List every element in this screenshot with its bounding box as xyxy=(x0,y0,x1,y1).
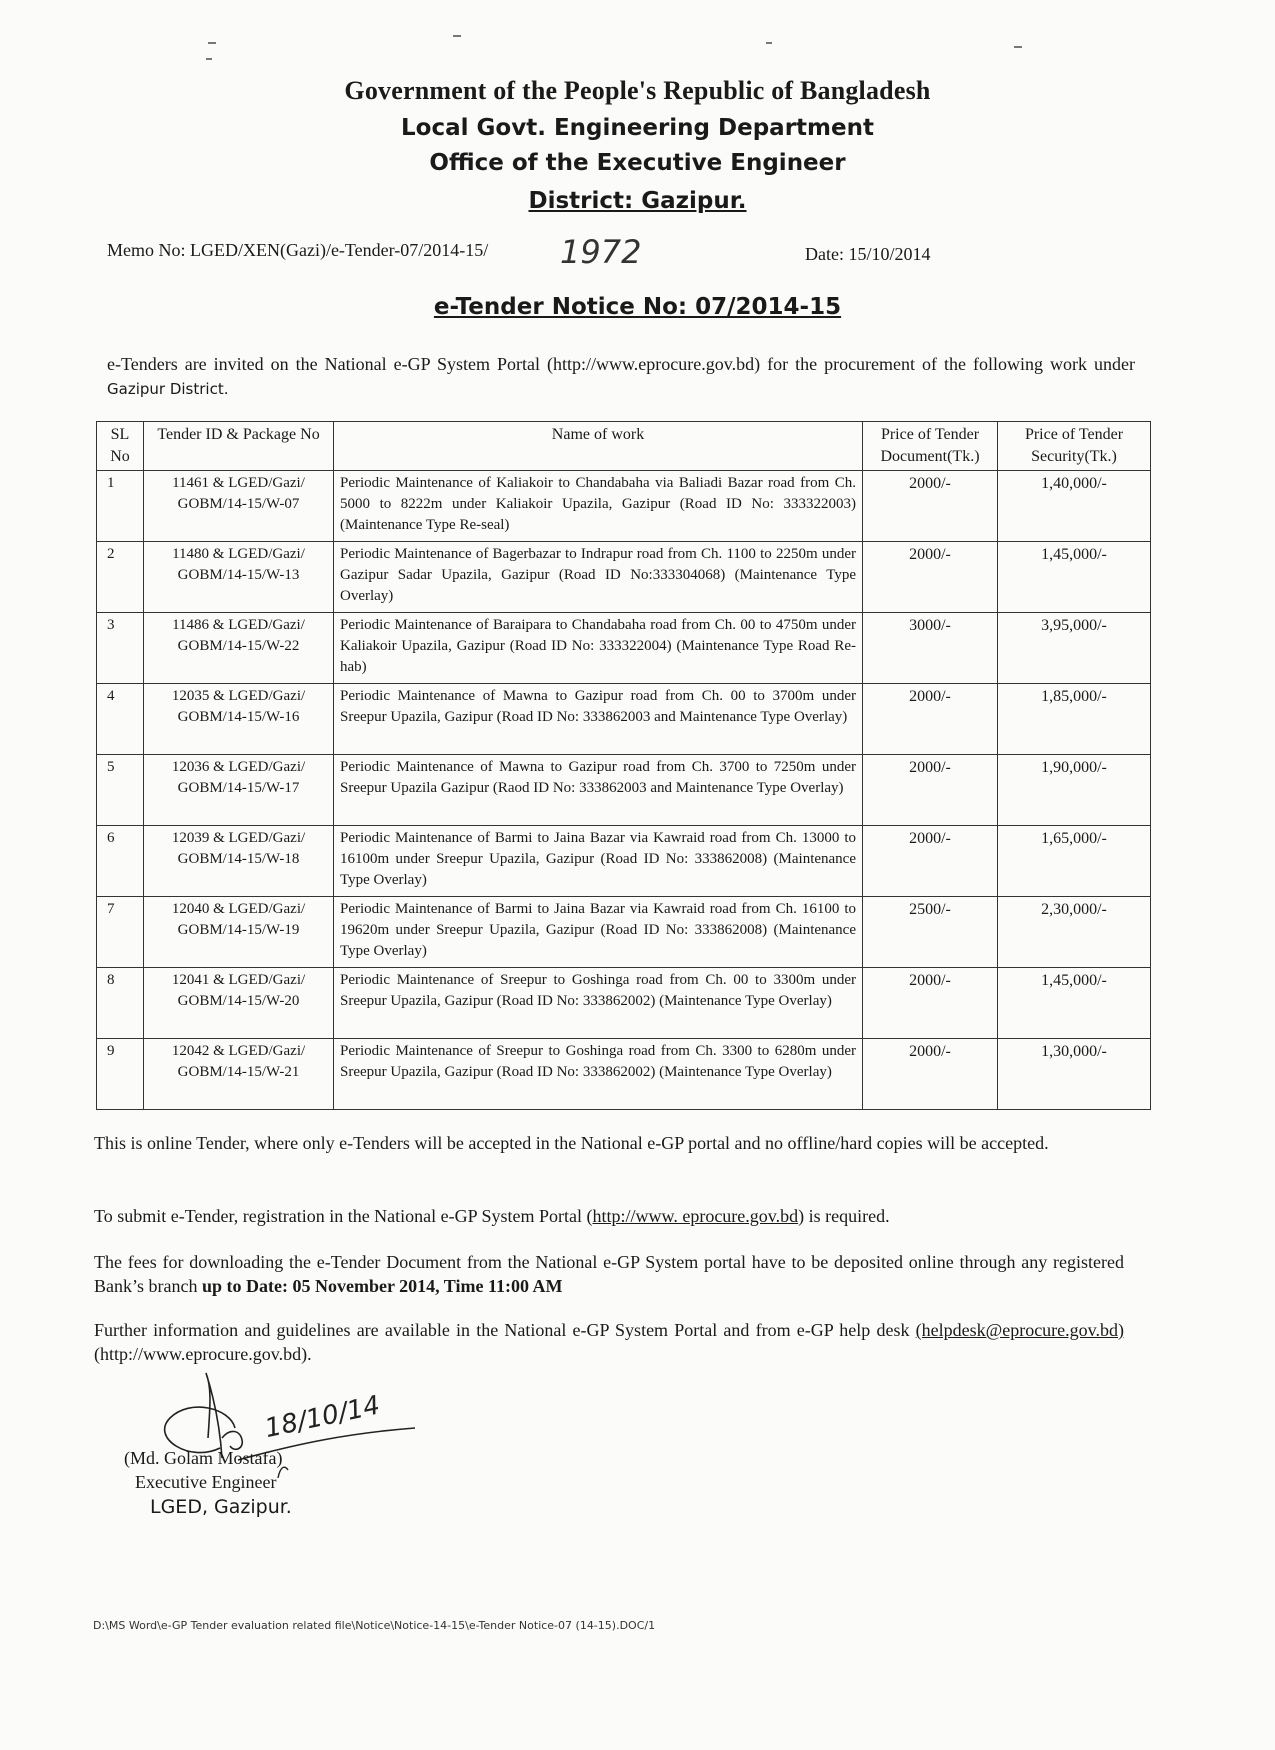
row-security-price: 1,65,000/- xyxy=(998,826,1151,897)
scan-speck xyxy=(1014,46,1022,48)
fees-text: The fees for downloading the e-Tender Document from the National e-GP System portal have to be deposited online through any registered Bank’s branch xyxy=(94,1252,1124,1296)
registration-paragraph xyxy=(94,1204,1124,1228)
row-tender-id: 12039 & LGED/Gazi/ GOBM/14-15/W-18 xyxy=(144,826,334,897)
memo-handwritten-number: 1972 xyxy=(560,233,642,271)
row-security-price: 1,30,000/- xyxy=(998,1039,1151,1110)
header-office: Office of the Executive Engineer xyxy=(429,150,846,176)
row-sl: 5 xyxy=(97,755,144,826)
tender-table xyxy=(96,421,1151,1110)
row-tender-id: 12042 & LGED/Gazi/ GOBM/14-15/W-21 xyxy=(144,1039,334,1110)
row-name-of-work: Periodic Maintenance of Sreepur to Goshinga road from Ch. 00 to 3300m under Sreepur Upazila, Gazipur (Road ID No: 333862002) (Maintenance Type Overlay) xyxy=(334,968,863,1039)
header-district xyxy=(0,188,1275,214)
row-tender-id: 12041 & LGED/Gazi/ GOBM/14-15/W-20 xyxy=(144,968,334,1039)
row-name-of-work: Periodic Maintenance of Barmi to Jaina Bazar via Kawraid road from Ch. 13000 to 16100m under Sreepur Upazila, Gazipur (Road ID No: 333862008) (Maintenance Type Overlay) xyxy=(334,826,863,897)
row-security-price: 1,85,000/- xyxy=(998,684,1151,755)
notice-title xyxy=(0,294,1275,320)
header-name-of-work: Name of work xyxy=(334,422,863,471)
row-sl: 4 xyxy=(97,684,144,755)
row-tender-id: 11480 & LGED/Gazi/ GOBM/14-15/W-13 xyxy=(144,542,334,613)
row-doc-price: 2500/- xyxy=(863,897,998,968)
scan-speck xyxy=(206,58,212,60)
row-name-of-work: Periodic Maintenance of Sreepur to Goshinga road from Ch. 3300 to 6280m under Sreepur Upazila, Gazipur (Road ID No: 333862002) (Maintenance Type Overlay) xyxy=(334,1039,863,1110)
intro-paragraph xyxy=(107,352,1135,401)
registration-text: To submit e-Tender, registration in the National e-GP System Portal ( xyxy=(94,1206,593,1226)
row-doc-price: 2000/- xyxy=(863,471,998,542)
intro-district: Gazipur District. xyxy=(107,380,229,398)
row-security-price: 1,45,000/- xyxy=(998,968,1151,1039)
table-row xyxy=(97,542,1151,613)
row-security-price: 1,45,000/- xyxy=(998,542,1151,613)
table-row xyxy=(97,897,1151,968)
table-header-row xyxy=(97,422,1151,471)
header-security-price: Price of Tender Security(Tk.) xyxy=(998,422,1151,471)
table-row xyxy=(97,826,1151,897)
row-sl: 2 xyxy=(97,542,144,613)
row-sl: 9 xyxy=(97,1039,144,1110)
table-row xyxy=(97,1039,1151,1110)
table-row xyxy=(97,684,1151,755)
district-label: District: Gazipur. xyxy=(528,188,747,214)
row-security-price: 1,40,000/- xyxy=(998,471,1151,542)
memo-number: Memo No: LGED/XEN(Gazi)/e-Tender-07/2014-15/ xyxy=(107,240,489,260)
row-name-of-work: Periodic Maintenance of Bagerbazar to Indrapur road from Ch. 1100 to 2250m under Gazipur Sadar Upazila, Gazipur (Road ID No:333304068) (Maintenance Type Overlay) xyxy=(334,542,863,613)
row-tender-id: 11486 & LGED/Gazi/ GOBM/14-15/W-22 xyxy=(144,613,334,684)
row-sl: 8 xyxy=(97,968,144,1039)
footer-file-path: D:\MS Word\e-GP Tender evaluation related file\Notice\Notice-14-15\e-Tender Notice-07 (14-15).DOC/1 xyxy=(93,1619,656,1632)
row-security-price: 3,95,000/- xyxy=(998,613,1151,684)
online-tender-paragraph: This is online Tender, where only e-Tenders will be accepted in the National e-GP portal and no offline/hard copies will be accepted. xyxy=(94,1133,1049,1153)
row-doc-price: 2000/- xyxy=(863,684,998,755)
row-sl: 6 xyxy=(97,826,144,897)
deadline-text: up to Date: 05 November 2014, Time 11:00 AM xyxy=(201,1276,563,1296)
row-doc-price: 2000/- xyxy=(863,542,998,613)
row-security-price: 2,30,000/- xyxy=(998,897,1151,968)
fees-paragraph xyxy=(94,1250,1124,1298)
row-name-of-work: Periodic Maintenance of Mawna to Gazipur road from Ch. 3700 to 7250m under Sreepur Upazila Gazipur (Raod ID No: 333862003 and Maintenance Type Overlay) xyxy=(334,755,863,826)
row-doc-price: 3000/- xyxy=(863,613,998,684)
row-doc-price: 2000/- xyxy=(863,826,998,897)
row-security-price: 1,90,000/- xyxy=(998,755,1151,826)
signature-date: 18/10/14 xyxy=(262,1390,383,1445)
signatory-name: (Md. Golam Mostafa) xyxy=(124,1448,283,1468)
row-tender-id: 11461 & LGED/Gazi/ GOBM/14-15/W-07 xyxy=(144,471,334,542)
helpdesk-url: (http://www.eprocure.gov.bd). xyxy=(94,1344,312,1364)
scan-speck xyxy=(766,42,772,44)
table-row xyxy=(97,471,1151,542)
table-row xyxy=(97,968,1151,1039)
row-sl: 7 xyxy=(97,897,144,968)
row-name-of-work: Periodic Maintenance of Kaliakoir to Chandabaha via Baliadi Bazar road from Ch. 5000 to 8222m under Kaliakoir Upazila, Gazipur (Road ID No: 333322003) (Maintenance Type Re-seal) xyxy=(334,471,863,542)
row-sl: 3 xyxy=(97,613,144,684)
helpdesk-paragraph xyxy=(94,1318,1124,1366)
memo-date: Date: 15/10/2014 xyxy=(805,244,931,264)
registration-text-end: ) is required. xyxy=(798,1206,890,1226)
signatory-title: Executive Engineer xyxy=(135,1472,277,1492)
row-doc-price: 2000/- xyxy=(863,755,998,826)
row-sl: 1 xyxy=(97,471,144,542)
header-sl: SL No xyxy=(97,422,144,471)
row-tender-id: 12035 & LGED/Gazi/ GOBM/14-15/W-16 xyxy=(144,684,334,755)
signatory-office: LGED, Gazipur. xyxy=(150,1496,292,1518)
table-row xyxy=(97,613,1151,684)
header-tender-id: Tender ID & Package No xyxy=(144,422,334,471)
row-name-of-work: Periodic Maintenance of Barmi to Jaina Bazar via Kawraid road from Ch. 16100 to 19620m under Sreepur Upazila, Gazipur (Road ID No: 333862008) (Maintenance Type Overlay) xyxy=(334,897,863,968)
eprocure-link[interactable]: http://www. eprocure.gov.bd xyxy=(592,1206,799,1226)
scan-speck xyxy=(453,35,461,37)
row-name-of-work: Periodic Maintenance of Mawna to Gazipur road from Ch. 00 to 3700m under Sreepur Upazila, Gazipur (Road ID No: 333862003 and Maintenance Type Overlay) xyxy=(334,684,863,755)
notice-title-text: e-Tender Notice No: 07/2014-15 xyxy=(433,294,842,320)
row-name-of-work: Periodic Maintenance of Baraipara to Chandabaha road from Ch. 00 to 4750m under Kaliakoir Upazila, Gazipur (Road ID No: 333322004) (Maintenance Type Road Re-hab) xyxy=(334,613,863,684)
header-government: Government of the People's Republic of Bangladesh xyxy=(344,76,931,105)
table-row xyxy=(97,755,1151,826)
row-tender-id: 12036 & LGED/Gazi/ GOBM/14-15/W-17 xyxy=(144,755,334,826)
intro-text: e-Tenders are invited on the National e-GP System Portal (http://www.eprocure.gov.bd) for the procurement of the following work under xyxy=(107,354,1135,374)
row-doc-price: 2000/- xyxy=(863,1039,998,1110)
row-doc-price: 2000/- xyxy=(863,968,998,1039)
helpdesk-email-link[interactable]: (helpdesk@eprocure.gov.bd) xyxy=(915,1320,1124,1340)
row-tender-id: 12040 & LGED/Gazi/ GOBM/14-15/W-19 xyxy=(144,897,334,968)
header-department: Local Govt. Engineering Department xyxy=(401,115,874,141)
helpdesk-text: Further information and guidelines are available in the National e-GP System Portal and from e-GP help desk xyxy=(94,1320,916,1340)
scan-speck xyxy=(208,42,216,44)
header-doc-price: Price of Tender Document(Tk.) xyxy=(863,422,998,471)
